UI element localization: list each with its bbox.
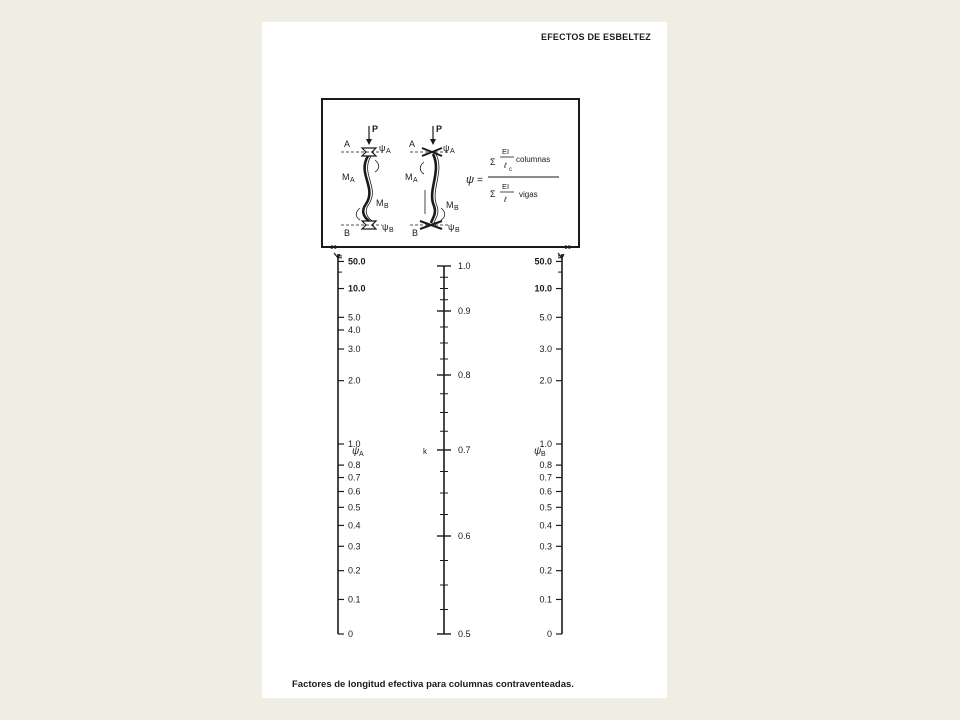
psi-b-tick-label: 0 [546, 629, 552, 639]
denominator-ei: EI [502, 182, 510, 191]
psi-b-axis-sub: B [541, 451, 546, 458]
psi-a-tick-label: 3.0 [348, 344, 361, 354]
psi-b-tick-label: 0.1 [539, 594, 552, 605]
k-tick-label: 0.7 [458, 445, 471, 455]
moment-b-sub-left: B [384, 203, 389, 210]
psi-a-symbol-left: ψ [379, 143, 386, 153]
psi-b-tick-label: 0.8 [539, 460, 552, 471]
point-a-label-right: A [409, 139, 416, 149]
point-a-label-left: A [344, 139, 351, 149]
k-axis-label: k [423, 447, 427, 456]
moment-a-sub-right: A [413, 177, 418, 184]
numerator-length-sub: c [509, 167, 512, 173]
psi-a-infinity-label: ∞ [330, 242, 338, 253]
psi-b-tick-label: 0.3 [539, 541, 552, 552]
psi-b-tick-label: 50.0 [534, 256, 552, 267]
psi-b-tick-label: 2.0 [539, 375, 552, 386]
k-tick-label: 0.9 [458, 306, 471, 316]
psi-b-axis-symbol: ψ [534, 446, 542, 457]
psi-a-tick-label: 0.6 [348, 486, 361, 497]
psi-b-symbol-right: ψ [448, 222, 455, 232]
psi-b-tick-label: 0.2 [539, 565, 552, 576]
denominator-length: ℓ [504, 195, 507, 204]
point-b-label-right: B [412, 228, 419, 238]
psi-a-tick-label: 50.0 [348, 256, 366, 267]
numerator-length: ℓ [504, 161, 507, 170]
psi-a-tick-label: 0.7 [348, 472, 361, 483]
moment-a-sub-left: A [350, 177, 355, 184]
psi-a-tick-label: 2.0 [348, 375, 361, 386]
formula-box [322, 99, 579, 247]
k-tick-label: 0.6 [458, 531, 471, 541]
psi-b-tick-label: 3.0 [539, 344, 552, 354]
moment-b-sub-right: B [454, 205, 459, 212]
numerator-word: columnas [516, 155, 551, 164]
moment-b-label-right: M [446, 200, 454, 210]
psi-b-sub-left: B [389, 227, 394, 234]
psi-b-tick-label: 1.0 [539, 439, 552, 449]
psi-a-tick-label: 1.0 [348, 439, 361, 449]
psi-b-scale [534, 242, 571, 639]
psi-a-axis-sub: A [359, 451, 364, 458]
k-tick-label: 1.0 [458, 261, 471, 271]
psi-a-tick-label: 0.8 [348, 460, 361, 471]
formula-equals: = [477, 175, 483, 186]
nomogram-figure [262, 22, 667, 698]
psi-b-tick-label: 0.4 [539, 520, 552, 531]
denominator-sigma: Σ [490, 189, 496, 199]
psi-b-tick-label: 10.0 [534, 283, 552, 294]
psi-a-tick-label: 0.4 [348, 520, 361, 531]
header-title: EFECTOS DE ESBELTEZ [541, 32, 651, 42]
k-scale [437, 261, 471, 639]
moment-b-label-left: M [376, 198, 384, 208]
psi-a-tick-label: 10.0 [348, 283, 366, 294]
psi-a-tick-label: 4.0 [348, 325, 361, 335]
page-sheet [262, 22, 667, 698]
psi-b-tick-label: 0.5 [539, 502, 552, 513]
k-tick-label: 0.8 [458, 370, 471, 380]
figure-caption: Factores de longitud efectiva para columnas contraventeadas. [292, 679, 574, 690]
psi-b-infinity-label: ∞ [564, 242, 572, 253]
denominator-word: vigas [519, 190, 538, 199]
numerator-ei: EI [502, 147, 510, 156]
psi-a-sub-left: A [386, 148, 391, 155]
psi-b-tick-label: 0.7 [539, 472, 552, 483]
psi-a-sub-right: A [450, 148, 455, 155]
psi-b-symbol-left: ψ [382, 222, 389, 232]
psi-a-symbol-right: ψ [443, 143, 450, 153]
psi-a-tick-label: 5.0 [348, 312, 361, 323]
moment-a-label-left: M [342, 172, 350, 182]
psi-a-tick-label: 0.1 [348, 594, 361, 605]
formula-psi: ψ [466, 174, 475, 186]
psi-b-sub-right: B [455, 227, 460, 234]
psi-a-tick-label: 0.2 [348, 565, 361, 576]
psi-a-tick-label: 0.5 [348, 502, 361, 513]
psi-b-tick-label: 5.0 [539, 312, 552, 323]
load-label-right: P [436, 124, 443, 134]
numerator-sigma: Σ [490, 157, 496, 167]
moment-a-label-right: M [405, 172, 413, 182]
k-tick-label: 0.5 [458, 629, 471, 639]
psi-a-scale [330, 242, 366, 639]
psi-a-tick-label: 0 [348, 629, 354, 639]
load-label-left: P [372, 124, 379, 134]
psi-a-axis-symbol: ψ [352, 446, 360, 457]
psi-b-tick-label: 0.6 [539, 486, 552, 497]
psi-a-tick-label: 0.3 [348, 541, 361, 552]
point-b-label-left: B [344, 228, 351, 238]
